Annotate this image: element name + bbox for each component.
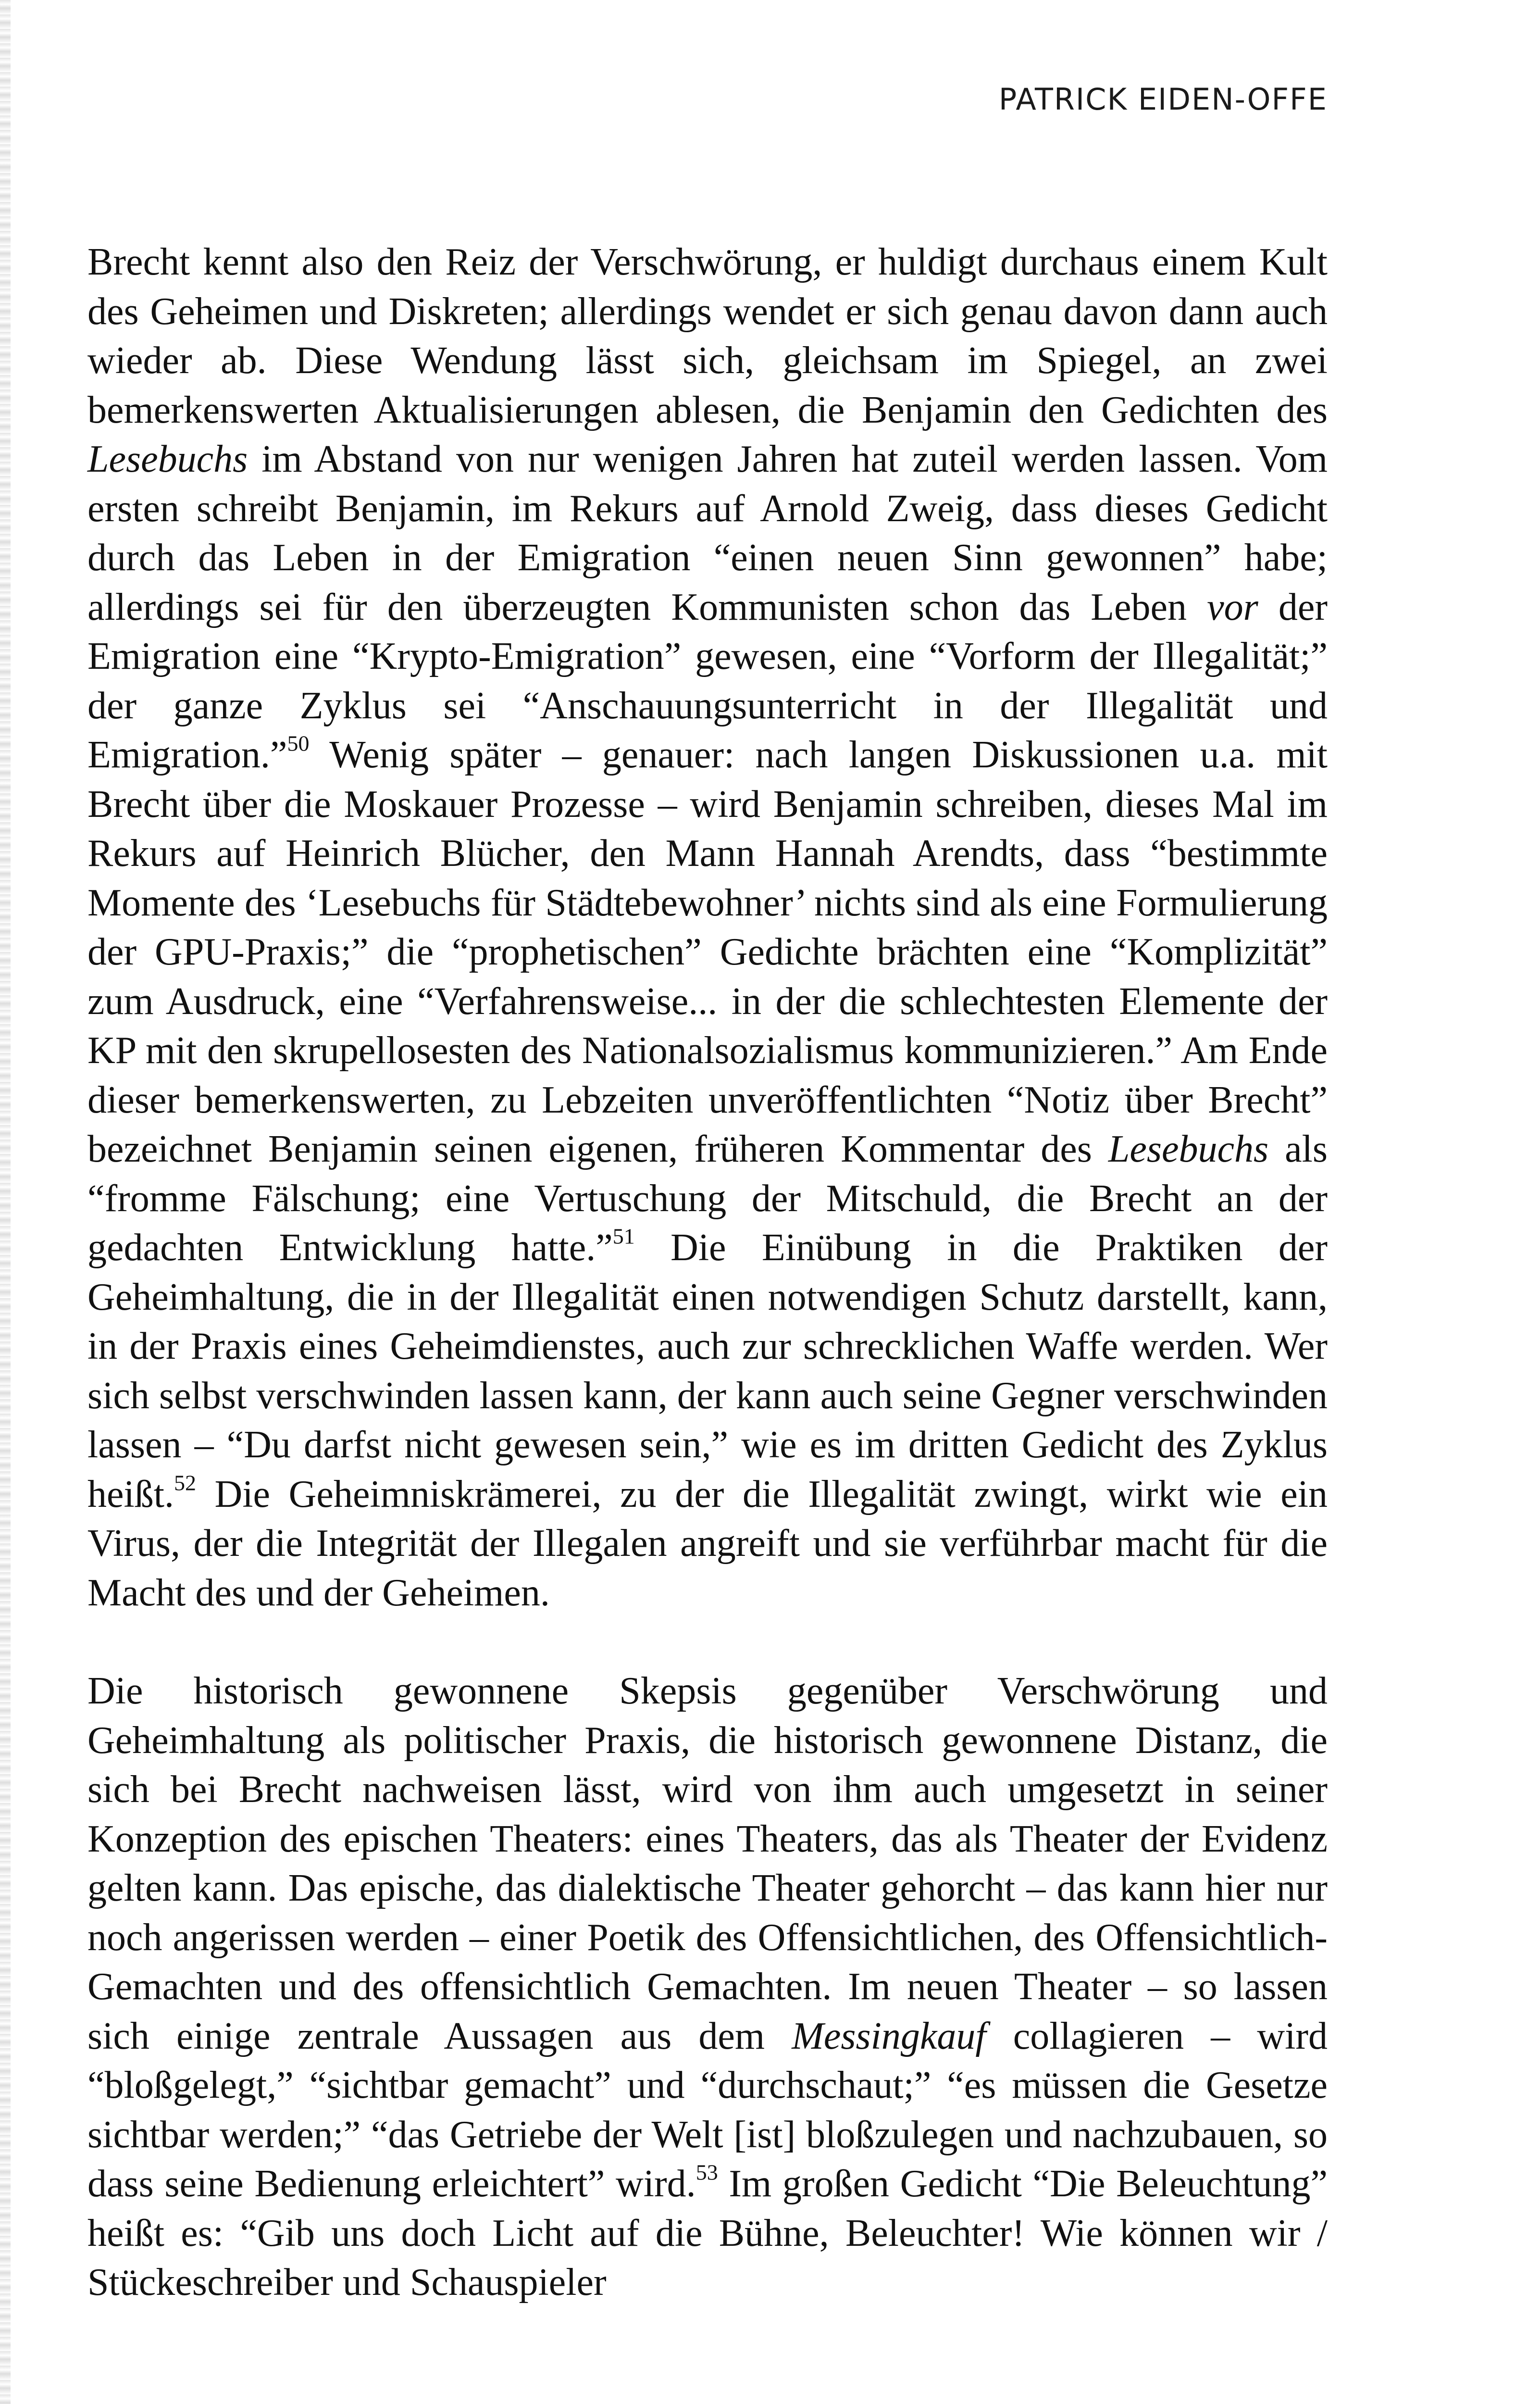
text-run: im Abstand von nur wenigen Jahren hat zuteil werden lassen. Vom ersten schreibt Benjamin, im Rekurs auf Arnold Zweig, dass dieses Gedicht durch das Leben in der Emigration “einen neuen Sinn gewonnen” habe; allerdings sei für den überzeugten Kommunisten schon das Leben [87, 438, 1328, 628]
footnote-ref: 53 [695, 2160, 718, 2185]
text-run: Die historisch gewonnene Skepsis gegenüber Verschwörung und Geheimhaltung als politischer Praxis, die historisch gewonnene Distanz, die sich bei Brecht nachweisen lässt, wird von ihm auch umgesetzt in seiner Konzeption des epischen Theaters: eines Theaters, das als Theater der Evidenz gelten kann. Das epische, das dialektische Theater gehorcht – das kann hier nur noch angerissen werden – einer Poetik des Offensichtlichen, des Offensichtlich-Gemachten und des offensichtlich Gemachten. Im neuen Theater – so lassen sich einige zentrale Aussagen aus dem [87, 1670, 1328, 2057]
italic-title: Lesebuchs [87, 438, 248, 480]
text-run: als “fromme Fälschung; eine Vertuschung der Mitschuld, die Brecht an der gedachten Entwicklung hatte.” [87, 1128, 1328, 1269]
text-run: Im großen Gedicht “Die Beleuchtung” heißt es: “Gib uns doch Licht auf die Bühne, Beleuchter! Wie können wir / Stückeschreiber und Schauspieler [87, 2163, 1328, 2304]
running-head: PATRICK EIDEN-OFFE [998, 82, 1328, 117]
scan-binding-edge [0, 0, 11, 2404]
text-run: Wenig später – genauer: nach langen Diskussionen u.a. mit Brecht über die Moskauer Prozesse – wird Benjamin schreiben, dieses Mal im Rekurs auf Heinrich Blücher, den Mann Hannah Arendts, dass “bestimmte Momente des ‘Lesebuchs für Städtebewohner’ nichts sind als eine Formulierung der GPU-Praxis;” die “prophetischen” Gedichte brächten eine “Komplizität” zum Ausdruck, eine “Verfahrensweise... in der die schlechtesten Elemente der KP mit den skrupellosesten des Nationalsozialismus kommunizieren.” Am Ende dieser bemerkenswerten, zu Lebzeiten unveröffentlichten “Notiz über Brecht” bezeichnet Benjamin seinen eigenen, früheren Kommentar des [87, 734, 1328, 1170]
italic-title: Lesebuchs [1108, 1128, 1269, 1170]
text-run: Die Einübung in die Praktiken der Geheimhaltung, die in der Illegalität einen notwendigen Schutz darstellt, kann, in der Praxis eines Geheimdienstes, auch zur schrecklichen Waffe werden. Wer sich selbst verschwinden lassen kann, der kann auch seine Gegner verschwinden lassen – “Du darfst nicht gewesen sein,” wie es im dritten Gedicht des Zyklus heißt. [87, 1227, 1328, 1515]
paragraph-1 [87, 238, 1328, 1617]
body-text [87, 238, 1328, 2307]
text-run: der Emigration eine “Krypto-Emigration” gewesen, eine “Vorform der Illegalität;” der ganze Zyklus sei “Anschauungsunterricht in der Illegalität und Emigration.” [87, 586, 1328, 776]
paragraph-2 [87, 1666, 1328, 2307]
text-run: collagieren – wird “bloßgelegt,” “sichtbar gemacht” und “durchschaut;” “es müssen die Gesetze sichtbar werden;” “das Getriebe der Welt [ist] bloßzulegen und nachzubauen, so dass seine Bedienung erleichtert” wird. [87, 2015, 1328, 2205]
text-run: Brecht kennt also den Reiz der Verschwörung, er huldigt durchaus einem Kult des Geheimen und Diskreten; allerdings wendet er sich genau davon dann auch wieder ab. Diese Wendung lässt sich, gleichsam im Spiegel, an zwei bemerkenswerten Aktualisierungen ablesen, die Benjamin den Gedichten des [87, 241, 1328, 431]
footnote-ref: 50 [287, 731, 310, 756]
italic-emphasis: vor [1207, 586, 1258, 628]
footnote-ref: 51 [612, 1224, 635, 1249]
text-run: Die Geheimniskrämerei, zu der die Illegalität zwingt, wirkt wie ein Virus, der die Integrität der Illegalen angreift und sie verführbar macht für die Macht des und der Geheimen. [87, 1473, 1328, 1614]
footnote-ref: 52 [174, 1470, 196, 1495]
italic-title: Messingkauf [792, 2015, 986, 2057]
